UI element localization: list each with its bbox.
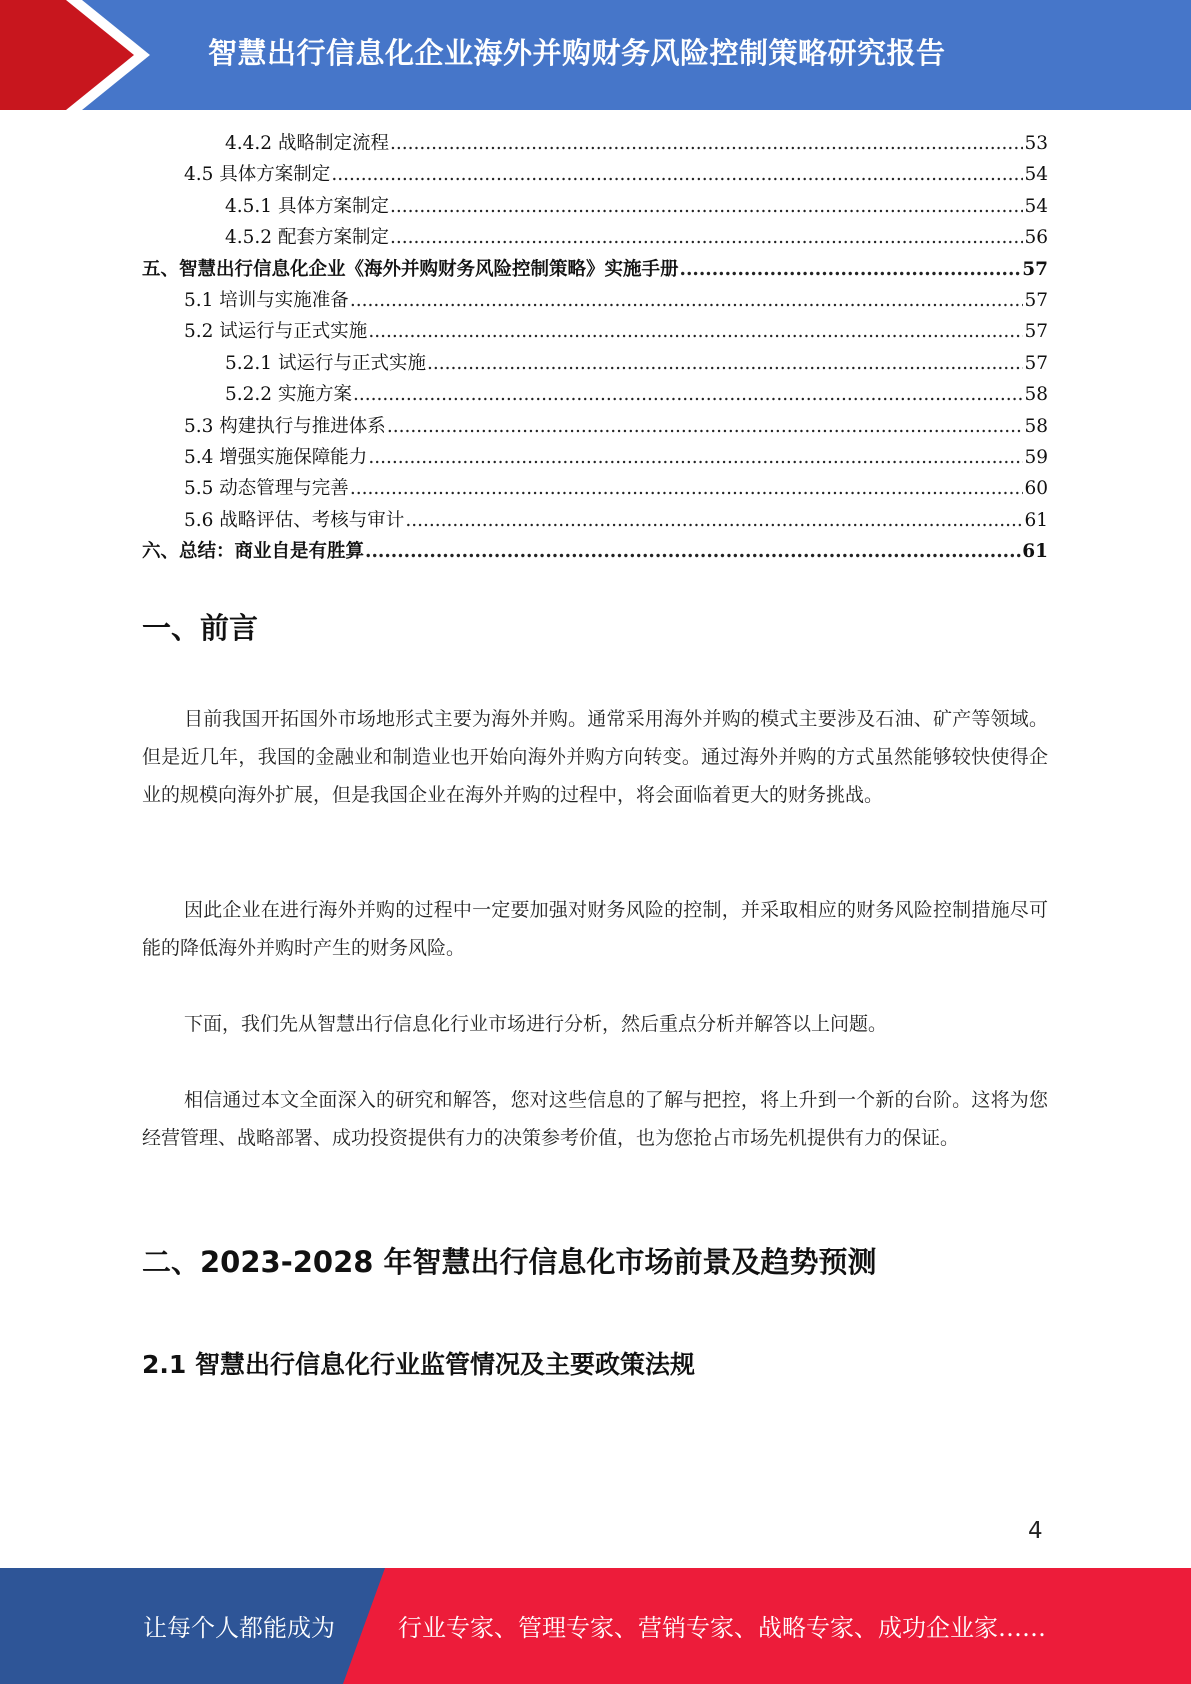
toc-page: 53 [1024,133,1048,154]
toc-label: 5.6 战略评估、考核与审计 [184,509,405,531]
toc-entry[interactable] [142,411,1048,442]
toc-label: 5.5 动态管理与完善 [184,478,349,500]
toc-page: 59 [1024,446,1048,468]
page-header [0,0,1191,110]
toc-label: 5.3 构建执行与推进体系 [184,415,386,437]
toc-entry[interactable] [142,222,1048,253]
paragraph: 因此企业在进行海外并购的过程中一定要加强对财务风险的控制，并采取相应的财务风险控制措施尽可能的降低海外并购时产生的财务风险。 [142,899,1048,959]
toc-entry[interactable] [142,505,1048,536]
toc-page: 58 [1024,384,1048,406]
toc-entry[interactable] [142,473,1048,504]
toc-label: 5.2.1 试运行与正式实施 [225,352,426,374]
toc-entry[interactable] [142,442,1048,473]
toc-label: 5.1 培训与实施准备 [184,289,349,311]
toc-entry[interactable] [142,191,1048,222]
toc-page: 57 [1024,352,1048,374]
toc-entry[interactable] [142,348,1048,379]
toc-label: 五、智慧出行信息化企业《海外并购财务风险控制策略》实施手册 [142,258,679,280]
toc-page: 56 [1024,227,1048,249]
table-of-contents [142,128,1048,567]
section-heading-preface: 一、前言 [142,611,259,645]
footer-slogan-left: 让每个人都能成为 [143,1614,335,1642]
toc-entry[interactable] [142,536,1048,567]
footer-slogan-right: 行业专家、管理专家、营销专家、战略专家、成功企业家…… [398,1614,1046,1642]
toc-entry[interactable] [142,254,1048,285]
toc-entry[interactable] [142,128,1048,159]
toc-page: 60 [1024,478,1048,500]
paragraph: 目前我国开拓国外市场地形式主要为海外并购。通常采用海外并购的模式主要涉及石油、矿产等领域。但是近几年，我国的金融业和制造业也开始向海外并购方向转变。通过海外并购的方式虽然能够较快使得企业的规模向海外扩展，但是我国企业在海外并购的过程中，将会面临着更大的财务挑战。 [142,708,1048,806]
toc-label: 六、总结：商业自是有胜算 [142,541,365,563]
toc-label: 5.4 增强实施保障能力 [184,446,368,468]
toc-label: 4.5.1 具体方案制定 [225,195,389,217]
paragraph: 下面，我们先从智慧出行信息化行业市场进行分析，然后重点分析并解答以上问题。 [184,1013,888,1035]
toc-label: 5.2.2 实施方案 [225,384,352,406]
paragraph: 相信通过本文全面深入的研究和解答，您对这些信息的了解与把控，将上升到一个新的台阶。这将为您经营管理、战略部署、成功投资提供有力的决策参考价值，也为您抢占市场先机提供有力的保证。 [142,1089,1048,1149]
toc-label: 4.5 具体方案制定 [184,164,331,186]
toc-page: 58 [1024,415,1048,437]
toc-page: 54 [1024,195,1048,217]
toc-entry[interactable] [142,379,1048,410]
toc-page: 61 [1024,509,1048,531]
toc-page: 61 [1022,541,1048,563]
toc-page: 57 [1024,321,1048,343]
toc-page: 57 [1022,258,1048,280]
section-heading-market-outlook: 二、2023-2028 年智慧出行信息化市场前景及趋势预测 [142,1245,877,1279]
toc-label: 4.4.2 战略制定流程 [225,133,389,154]
toc-page: 57 [1024,289,1048,311]
toc-label: 5.2 试运行与正式实施 [184,321,368,343]
toc-entry[interactable] [142,159,1048,190]
report-title: 智慧出行信息化企业海外并购财务风险控制策略研究报告 [208,36,946,70]
page-number: 4 [1028,1518,1043,1544]
page-footer [0,1568,1191,1684]
toc-entry[interactable] [142,316,1048,347]
chevron-arrow-icon [0,0,160,110]
toc-label: 4.5.2 配套方案制定 [225,227,389,249]
toc-page: 54 [1024,164,1048,186]
subsection-heading: 2.1 智慧出行信息化行业监管情况及主要政策法规 [142,1350,695,1379]
toc-entry[interactable] [142,285,1048,316]
